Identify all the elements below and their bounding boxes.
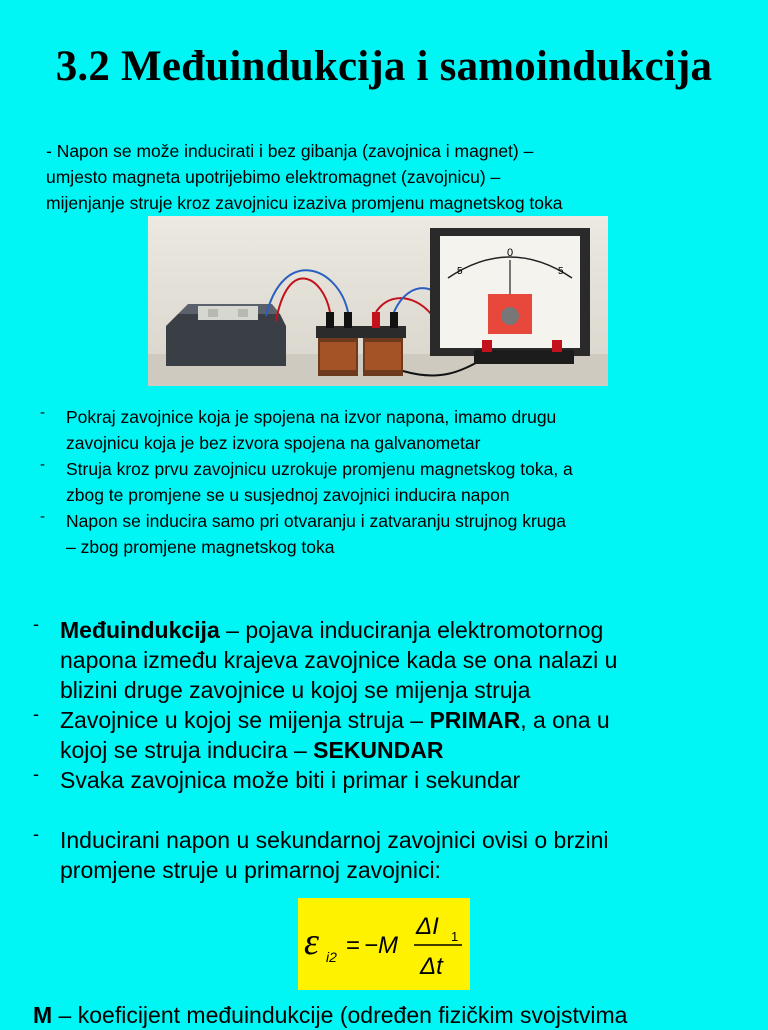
intro-line: umjesto magneta upotrijebimo elektromagnet (zavojnicu) – (46, 167, 501, 187)
scale-label-left: 5 (457, 266, 463, 277)
definition-text: – pojava induciranja elektromotornog (219, 617, 604, 643)
formula-numerator-subscript: 1 (451, 929, 459, 944)
list-item-line (60, 735, 753, 765)
list-item-line: Napon se inducira samo pri otvaranju i zatvaranju strujnog kruga (66, 511, 566, 531)
list-item: - Zavojnice u kojoj se mijenja struja – PRIMAR, a ona u kojoj se struja inducira – SEKUNDAR (33, 705, 753, 765)
definition-text: kojoj se struja inducira – (60, 737, 314, 763)
term-bold: Međuindukcija (60, 617, 220, 643)
term-bold: M (33, 1002, 53, 1028)
intro-text (46, 138, 726, 216)
list-item: - Struja kroz prvu zavojnicu uzrokuje promjenu magnetskog toka, a zbog te promjene se u susjednoj zavojnici inducira napon (40, 456, 740, 508)
list-item-line: napona između krajeva zavojnice kada se ona nalazi u (60, 647, 618, 673)
list-item: - Napon se inducira samo pri otvaranju i zatvaranju strujnog kruga – zbog promjene magnetskog toka (40, 508, 740, 560)
list-item-line: promjene struje u primarnoj zavojnici: (60, 857, 441, 883)
list-item-line (60, 705, 753, 735)
formula-denominator: Δt (420, 953, 443, 980)
definition-text: – koeficijent međuindukcije (određen fizičkim svojstvima (52, 1002, 628, 1028)
formula-minus-m: −M (364, 932, 399, 959)
definition-text: , a ona u (520, 707, 610, 733)
formula-box (298, 898, 470, 990)
term-bold: PRIMAR (429, 707, 521, 733)
list-item-line: blizini druge zavojnice u kojoj se mijenja struja (60, 677, 531, 703)
list-item-line: Struja kroz prvu zavojnicu uzrokuje promjenu magnetskog toka, a (66, 459, 573, 479)
list-item-line: – zbog promjene magnetskog toka (66, 537, 335, 557)
spacer (33, 795, 753, 825)
list-item-line: Inducirani napon u sekundarnoj zavojnici ovisi o brzini (60, 827, 609, 853)
formula-epsilon: ε (304, 921, 319, 963)
intro-line: - Napon se može inducirati i bez gibanja (zavojnica i magnet) – (46, 141, 534, 161)
formula-equals: = (346, 932, 361, 959)
term-bold: SEKUNDAR (313, 737, 444, 763)
scale-label-right: 5 (558, 266, 564, 277)
formula-numerator: ΔI (416, 913, 439, 940)
list-item: - Pokraj zavojnice koja je spojena na izvor napona, imamo drugu zavojnicu koja je bez izvora spojena na galvanometar (40, 404, 740, 456)
list-item: - Inducirani napon u sekundarnoj zavojnici ovisi o brzini promjene struje u primarnoj zavojnici: (33, 825, 753, 885)
list-item-line: zbog te promjene se u susjednoj zavojnici inducira napon (66, 485, 510, 505)
formula-epsilon-subscript: i2 (326, 949, 337, 965)
list-item-line: zavojnicu koja je bez izvora spojena na galvanometar (66, 433, 481, 453)
intro-line: mijenjanje struje kroz zavojnicu izaziva promjenu magnetskog toka (46, 193, 563, 213)
footer-definition (33, 1000, 768, 1030)
list-item: - Svaka zavojnica može biti i primar i sekundar (33, 765, 753, 795)
page-title: 3.2 Međuindukcija i samoindukcija (55, 43, 713, 90)
list-item-line: Pokraj zavojnice koja je spojena na izvor napona, imamo drugu (66, 407, 557, 427)
list-item: - Međuindukcija – pojava induciranja elektromotornog napona između krajeva zavojnice kada se ona nalazi u blizini druge zavojnice u kojoj se mijenja struja (33, 615, 753, 705)
scale-label-zero: 0 (507, 247, 514, 259)
experiment-photo (148, 216, 608, 386)
observation-list (40, 404, 740, 560)
definition-text: Zavojnice u kojoj se mijenja struja – (60, 707, 430, 733)
list-item-line: Svaka zavojnica može biti i primar i sekundar (60, 767, 521, 793)
list-item-line (60, 615, 753, 645)
definition-list (33, 615, 753, 885)
